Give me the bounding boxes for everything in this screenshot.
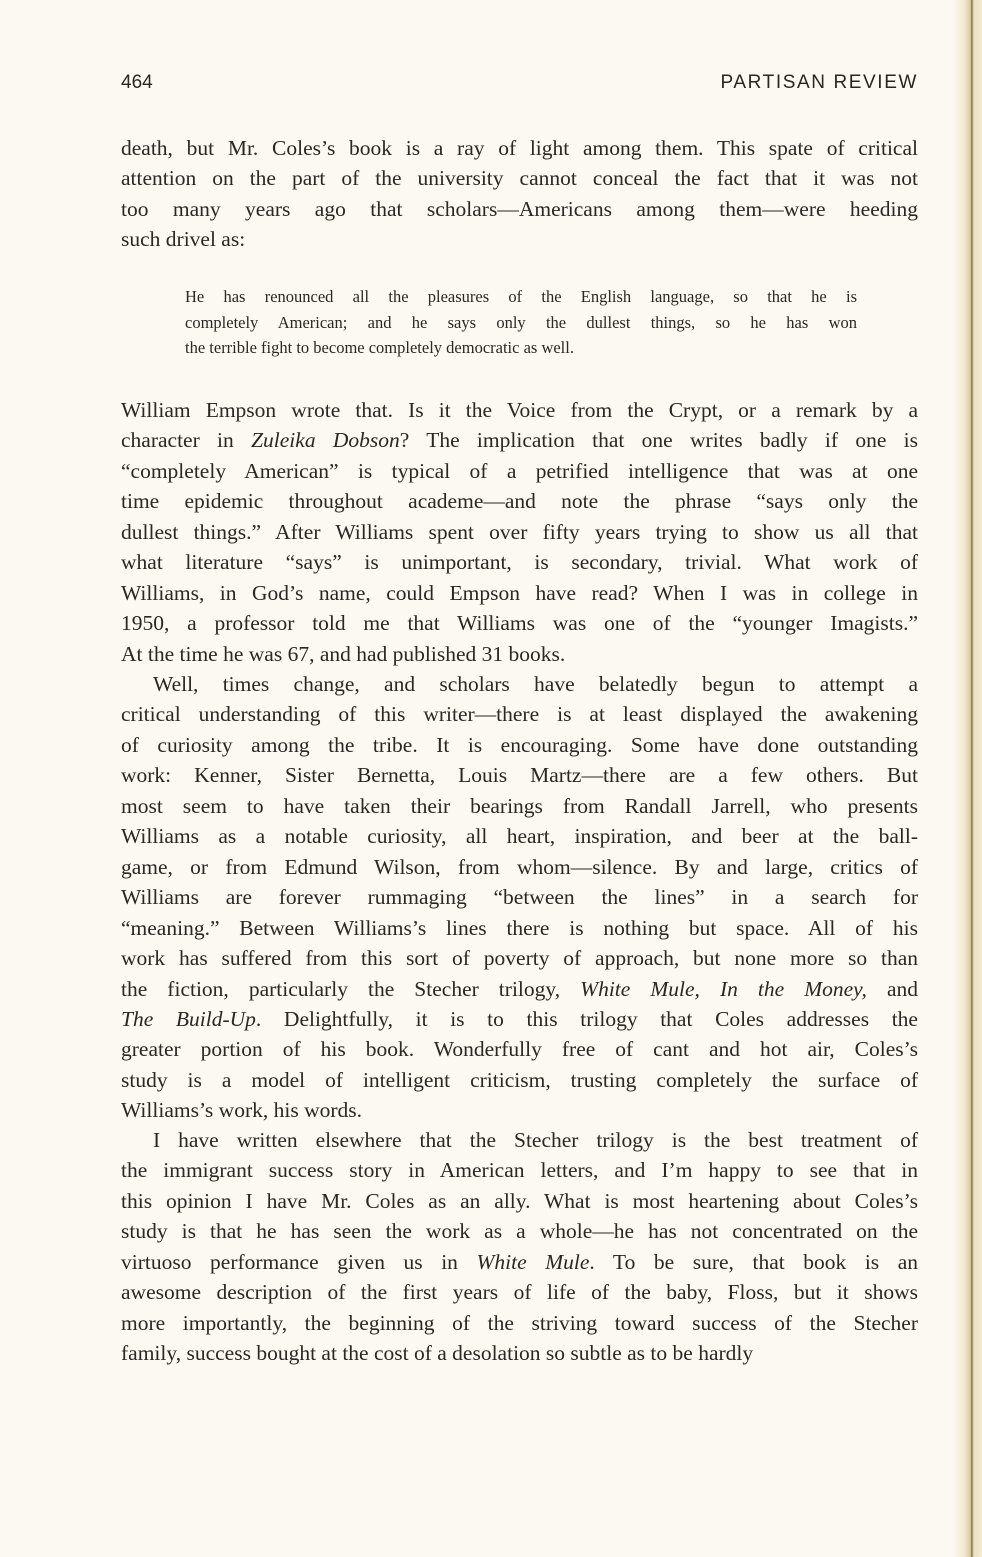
text-segment: 1950, a professor told me that Williams was one of the “younger Imagists.” (121, 611, 918, 636)
text-segment: and (866, 976, 919, 1001)
text-line (121, 135, 918, 161)
text-segment: I have written elsewhere that the Stecher trilogy is the best treatment of (153, 1128, 918, 1152)
text-segment: study is a model of intelligent criticism, trusting completely the surface of (121, 1067, 918, 1092)
italic-title: The Build-Up (121, 1006, 256, 1031)
text-segment: . To be sure, that book is an (589, 1249, 919, 1274)
text-line (121, 915, 918, 941)
text-line (121, 732, 918, 758)
text-line (121, 641, 918, 667)
text-line (121, 549, 918, 575)
text-line (121, 610, 918, 636)
text-line (121, 580, 918, 606)
text-line (121, 1279, 918, 1305)
italic-title: Zuleika Dobson (251, 428, 400, 453)
text-segment: time epidemic throughout academe—and note the phrase “says only the (121, 489, 918, 514)
text-line (121, 397, 918, 423)
text-segment: such drivel as: (121, 227, 246, 252)
text-line (121, 427, 918, 453)
text-line (121, 226, 918, 252)
text-segment: character in (121, 428, 252, 453)
text-segment: of curiosity among the tribe. It is encouraging. Some have done outstanding (121, 732, 918, 757)
text-segment: greater portion of his book. Wonderfully free of cant and hot air, Coles’s (121, 1037, 918, 1062)
text-segment: death, but Mr. Coles’s book is a ray of light among them. This spate of critical (121, 136, 918, 160)
text-line (121, 1188, 918, 1214)
text-segment: the fiction, particularly the Stecher trilogy, (121, 976, 581, 1001)
text-segment: Williams’s work, his words. (121, 1098, 363, 1123)
text-line (121, 1006, 918, 1032)
italic-title: White Mule (476, 1249, 590, 1274)
text-segment: work: Kenner, Sister Bernetta, Louis Martz—there are a few others. But (121, 763, 918, 788)
text-segment: At the time he was 67, and had published 31 books. (121, 641, 566, 666)
text-segment: this opinion I have Mr. Coles as an ally. What is most heartening about Coles’s (121, 1188, 918, 1213)
page-number: 464 (121, 72, 153, 93)
text-segment: Williams as a notable curiosity, all heart, inspiration, and beer at the ball- (121, 824, 918, 849)
text-segment: study is that he has seen the work as a whole—he has not concentrated on the (121, 1219, 918, 1244)
text-segment: too many years ago that scholars—Americans among them—were heeding (121, 196, 918, 221)
text-segment: Well, times change, and scholars have belatedly begun to attempt a (153, 672, 918, 696)
text-line (121, 1310, 918, 1336)
text-segment: more importantly, the beginning of the striving toward success of the Stecher (121, 1310, 918, 1335)
book-spine-shadow (952, 0, 982, 1557)
text-segment: most seem to have taken their bearings from Randall Jarrell, who presents (121, 793, 918, 818)
text-line (121, 976, 918, 1002)
text-line (121, 762, 918, 788)
text-segment: virtuoso performance given us in (121, 1249, 477, 1274)
text-line (121, 1340, 918, 1366)
text-segment: game, or from Edmund Wilson, from whom—silence. By and large, critics of (121, 854, 918, 879)
text-line (121, 1036, 918, 1062)
text-segment: “completely American” is typical of a petrified intelligence that was at one (121, 458, 918, 483)
text-segment: the immigrant success story in American letters, and I’m happy to see that in (121, 1158, 918, 1183)
text-line (121, 488, 918, 514)
text-line (121, 1157, 918, 1183)
text-line (121, 884, 918, 910)
text-line (121, 165, 918, 191)
text-line (121, 1127, 918, 1153)
text-segment: critical understanding of this writer—there is at least displayed the awakening (121, 702, 918, 727)
text-line (121, 854, 918, 880)
text-line (121, 793, 918, 819)
text-segment: family, success bought at the cost of a desolation so subtle as to be hardly (121, 1341, 754, 1366)
text-segment: Williams are forever rummaging “between the lines” in a search for (121, 885, 918, 910)
text-line (121, 519, 918, 545)
text-segment: . Delightfully, it is to this trilogy that Coles addresses the (255, 1006, 918, 1031)
text-line (121, 196, 918, 222)
block-quote-line: completely American; and he says only the dullest things, so he has won (185, 312, 857, 332)
text-line (121, 1218, 918, 1244)
block-quote-line: the terrible fight to become completely democratic as well. (185, 338, 574, 357)
text-segment: dullest things.” After Williams spent over fifty years trying to show us all that (121, 519, 918, 544)
text-line (121, 458, 918, 484)
block-quote-line: He has renounced all the pleasures of the English language, so that he is (185, 287, 857, 306)
running-header-journal-title: PARTISAN REVIEW (720, 72, 918, 93)
italic-title: White Mule, In the Money, (580, 976, 867, 1001)
text-segment: what literature “says” is unimportant, is secondary, trivial. What work of (121, 550, 918, 575)
text-segment: Williams, in God’s name, could Empson have read? When I was in college in (121, 580, 918, 605)
text-line (121, 671, 918, 697)
text-segment: work has suffered from this sort of poverty of approach, but none more so than (121, 946, 918, 971)
text-segment: ? The implication that one writes badly if one is (399, 428, 919, 453)
text-line (121, 701, 918, 727)
text-line (121, 1249, 918, 1275)
text-segment: “meaning.” Between Williams’s lines there is nothing but space. All of his (121, 915, 918, 940)
text-line (121, 1097, 918, 1123)
text-segment: attention on the part of the university cannot conceal the fact that it was not (121, 166, 918, 191)
text-line (121, 945, 918, 971)
text-segment: awesome description of the first years of life of the baby, Floss, but it shows (121, 1280, 918, 1305)
text-line (121, 1067, 918, 1093)
text-line (121, 823, 918, 849)
text-segment: William Empson wrote that. Is it the Voice from the Crypt, or a remark by a (121, 398, 918, 422)
